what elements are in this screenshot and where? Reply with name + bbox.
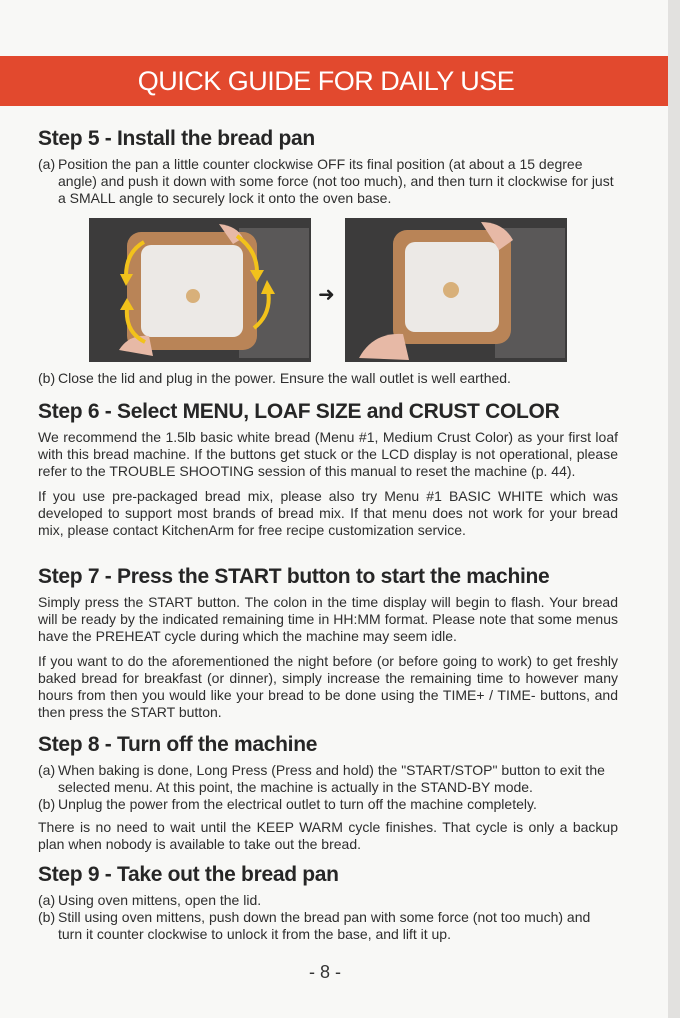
right-arrow-icon: ➜ xyxy=(318,284,335,306)
step5-item-a: (a) Position the pan a little counter clockwise OFF its final position (at about a 15 degree angle) and push it down with some force (not too much), and then turn it clockwise for just a SMALL angle to securely lock it onto the oven base. xyxy=(38,156,614,206)
step5-section xyxy=(38,126,618,207)
step9-title: Step 9 - Take out the bread pan xyxy=(38,863,339,886)
photo-pan-rotate xyxy=(89,218,311,362)
step8-title: Step 8 - Turn off the machine xyxy=(38,733,318,756)
step7-paragraph-1: Simply press the START button. The colon in the time display will begin to flash. Your bread will be ready by the indicated remaining time in HH:MM format. Please note that some menus have the PREHEAT cycle during which the machine may seem idle. xyxy=(38,594,618,644)
step8-item-b: (b) Unplug the power from the electrical outlet to turn off the machine completely. xyxy=(38,796,537,812)
step5-item-b-wrap xyxy=(38,370,618,387)
step6-section xyxy=(38,399,618,539)
page-edge xyxy=(668,0,680,1018)
step8-paragraph: There is no need to wait until the KEEP WARM cycle finishes. That cycle is only a backup plan when nobody is available to take out the bread. xyxy=(38,819,618,852)
section-banner: QUICK GUIDE FOR DAILY USE xyxy=(0,56,670,106)
step5-title: Step 5 - Install the bread pan xyxy=(38,127,315,150)
photo-pan-locked xyxy=(345,218,567,362)
step7-title: Step 7 - Press the START button to start the machine xyxy=(38,565,550,588)
step9-item-a: (a) Using oven mittens, open the lid. xyxy=(38,892,262,908)
step9-item-b: (b) Still using oven mittens, push down the bread pan with some force (not too much) and turn it counter clockwise to unlock it from the base, and lift it up. xyxy=(38,909,591,942)
step9-section xyxy=(38,862,618,943)
step8-section xyxy=(38,732,618,853)
step8-item-a: (a) When baking is done, Long Press (Press and hold) the "START/STOP" button to exit the selected menu. At this point, the machine is actually in the STAND-BY mode. xyxy=(38,762,605,795)
page-number: - 8 - xyxy=(308,962,341,982)
step6-title: Step 6 - Select MENU, LOAF SIZE and CRUST COLOR xyxy=(38,400,560,423)
step6-paragraph-2: If you use pre-packaged bread mix, please also try Menu #1 BASIC WHITE which was developed to support most brands of bread mix. If that menu does not work for your bread mix, please contact KitchenArm for free recipe customization service. xyxy=(38,488,618,538)
step7-section xyxy=(38,564,618,721)
step6-paragraph-1: We recommend the 1.5lb basic white bread (Menu #1, Medium Crust Color) as your first loaf with this bread machine. If the buttons get stuck or the LCD display is not operational, please refer to the TROUBLE SHOOTING session of this manual to reset the machine (p. 44). xyxy=(38,429,618,479)
step5-item-b: (b) Close the lid and plug in the power. Ensure the wall outlet is well earthed. xyxy=(38,370,511,386)
step7-paragraph-2: If you want to do the aforementioned the night before (or before going to work) to get freshly baked bread for breakfast (or dinner), simply increase the remaining time to however many hours from then you would like your bread to be done using the TIME+ / TIME- buttons, and then press the START button. xyxy=(38,653,618,720)
